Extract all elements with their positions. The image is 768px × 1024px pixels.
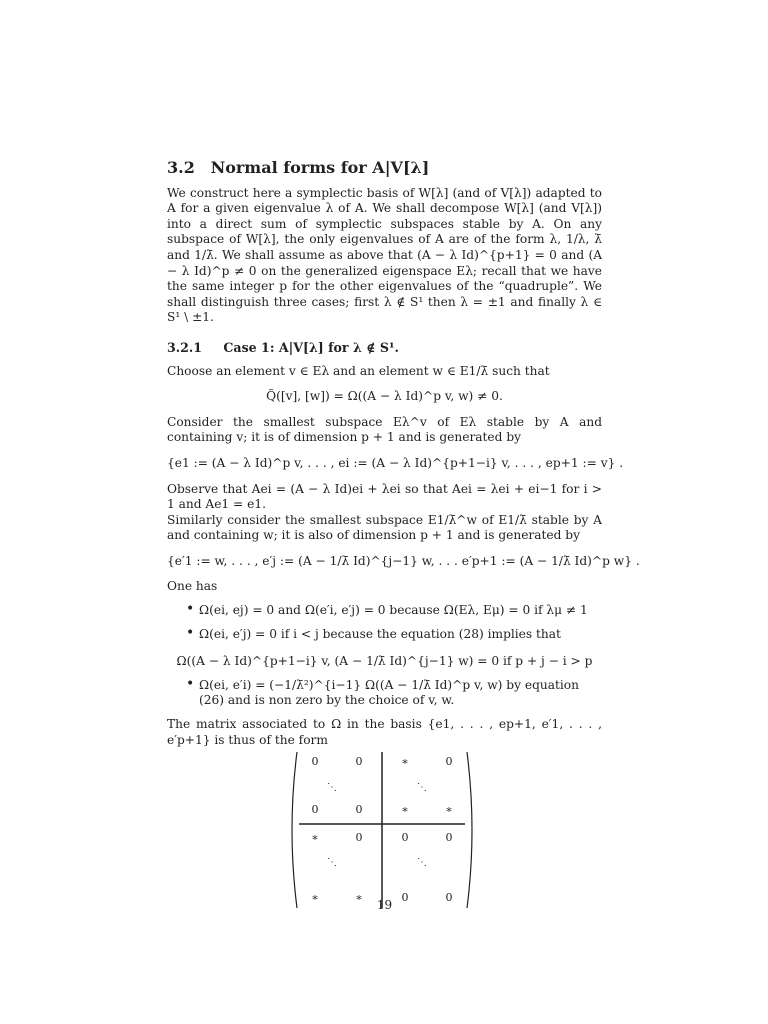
svg-text:⋱: ⋱	[417, 782, 427, 794]
equation-basis-e-prime: {e′1 := w, . . . , e′j := (A − 1/λ̄ Id)^{j−1} w, . . . e′p+1 := (A − 1/λ̄ Id)^p w} .	[167, 553, 640, 568]
paragraph-observe: Observe that Aei = (A − λ Id)ei + λei so that Aei = λei + ei−1 for i > 1 and Ae1 = e1.	[167, 481, 602, 512]
subsection-number: 3.2.1	[167, 339, 203, 355]
subsection-title: Case 1: A|V[λ] for λ ∉ S¹.	[223, 339, 399, 355]
matrix-cell: 0	[355, 803, 363, 817]
matrix-cell: 0	[445, 831, 453, 845]
matrix-cell: 0	[355, 831, 363, 845]
block-matrix	[167, 750, 602, 910]
matrix-cell: ∗	[311, 891, 319, 905]
matrix-cell: 0	[311, 755, 319, 769]
matrix-cell: ∗	[401, 803, 409, 817]
page	[167, 150, 640, 912]
paragraph-choose: Choose an element v ∈ Eλ and an element w ∈ E1/λ̄ such that	[167, 363, 550, 378]
equation-basis-e: {e1 := (A − λ Id)^p v, . . . , ei := (A − λ Id)^{p+1−i} v, . . . , ep+1 := v} .	[167, 455, 624, 470]
property-list	[167, 603, 602, 709]
matrix-cells	[287, 750, 477, 910]
subsection-heading	[167, 340, 602, 356]
list-item: • Ω(ei, ej) = 0 and Ω(e′i, e′j) = 0 because Ω(Eλ, Eμ) = 0 if λμ ≠ 1	[167, 603, 602, 619]
list-item: • Ω(ei, e′i) = (−1/λ̄²)^{i−1} Ω((A − 1/λ̄ Id)^p v, w) by equation (26) and is non zero by the choice of v, w.	[167, 678, 602, 709]
matrix-cell: 0	[311, 803, 319, 817]
matrix-cell: ∗	[355, 891, 363, 905]
paragraph-smallest-subspace: Consider the smallest subspace Eλ^v of Eλ stable by A and containing v; it is of dimension p + 1 and is generated by	[167, 414, 602, 445]
matrix-cell: ∗	[445, 803, 453, 817]
page-number: 19	[376, 898, 393, 912]
list-item: • Ω(ei, e′j) = 0 if i < j because the equation (28) implies that Ω((A − λ Id)^{p+1−i} v, (A − 1/λ̄ Id)^{j−1} w) = 0 if p + j − i > p	[167, 627, 602, 670]
equation-q-tilde: Q̃([v], [w]) = Ω((A − λ Id)^p v, w) ≠ 0.	[266, 389, 503, 404]
section-heading	[167, 160, 602, 176]
intro-paragraph: We construct here a symplectic basis of W[λ] (and of V[λ]) adapted to A for a given eigenvalue λ of A. We shall decompose W[λ] (and V[λ]) into a direct sum of symplectic subspaces stable by A. On any subspace of W[λ], the only eigenvalues of A are of the form λ, 1/λ, λ̄ and 1/λ̄. We shall assume as above that (A − λ Id)^{p+1} = 0 and (A − λ Id)^p ≠ 0 on the generalized eigenspace Eλ; recall that we have the same integer p for the other eigenvalues of the “quadruple”. We shall distinguish three cases; first λ ∉ S¹ then λ = ±1 and finally λ ∈ S¹ \ ±1.	[167, 185, 602, 325]
paragraph-matrix: The matrix associated to Ω in the basis {e1, . . . , ep+1, e′1, . . . , e′p+1} is thus of the form	[167, 717, 602, 747]
section-number: 3.2	[167, 158, 195, 177]
matrix-cell: ∗	[311, 831, 319, 845]
matrix-cell: 0	[445, 755, 453, 769]
matrix-cell: 0	[445, 891, 453, 905]
matrix-cell: 0	[355, 755, 363, 769]
equation-vanishing: Ω((A − λ Id)^{p+1−i} v, (A − 1/λ̄ Id)^{j−1} w) = 0 if p + j − i > p	[176, 654, 593, 669]
matrix-cell: 0	[401, 891, 409, 905]
svg-text:⋱: ⋱	[327, 782, 337, 794]
svg-text:⋱: ⋱	[327, 857, 337, 869]
section-title: Normal forms for A|V[λ]	[210, 158, 430, 177]
paragraph-similarly: Similarly consider the smallest subspace E1/λ̄^w of E1/λ̄ stable by A and containing w; it is also of dimension p + 1 and is generated by	[167, 512, 602, 543]
matrix-cell: ∗	[401, 755, 409, 769]
svg-text:⋱: ⋱	[417, 857, 427, 869]
paragraph-one-has: One has	[167, 579, 218, 594]
matrix-cell: 0	[401, 831, 409, 845]
